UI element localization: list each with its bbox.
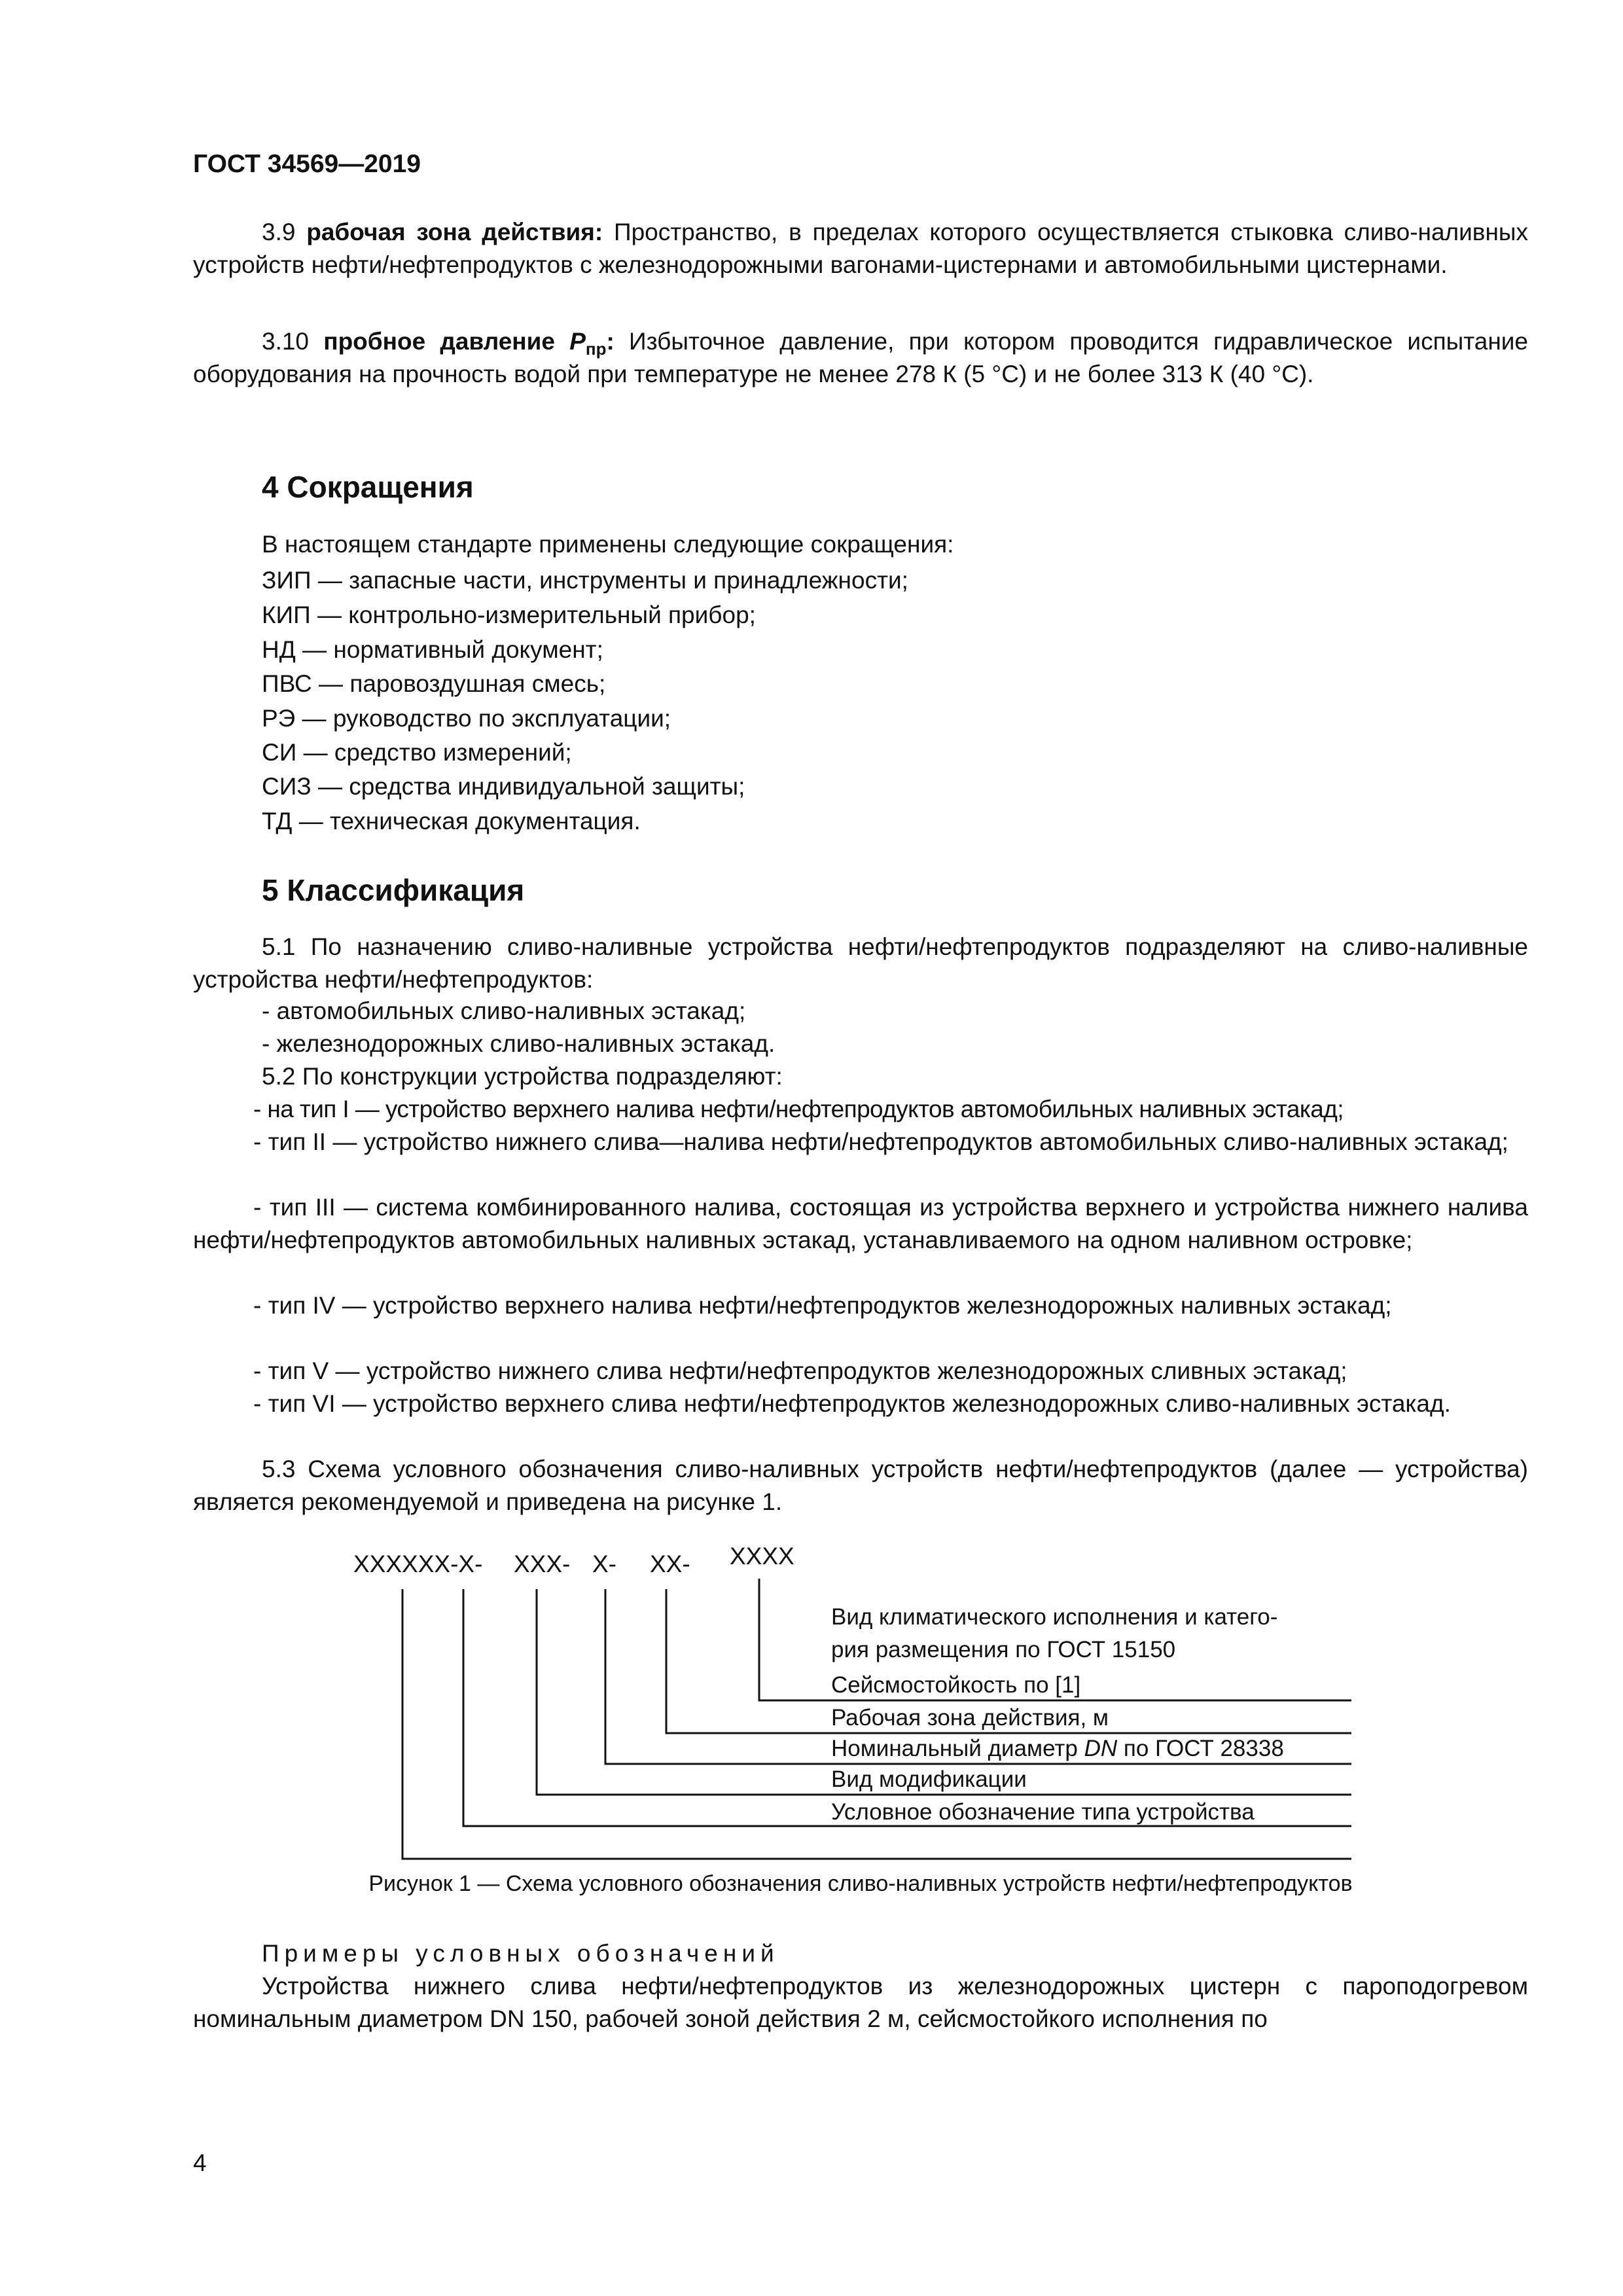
definition: Пространство, в пределах которого осуществляется стыковка сливо-наливных устройств нефти/нефтепродуктов с железнодорожными вагонами-цистернами и автомобильными цистернами. bbox=[193, 219, 1528, 278]
code-seismic: XX- bbox=[650, 1551, 690, 1577]
abbreviation-item: НД — нормативный документ; bbox=[262, 636, 603, 663]
abbreviation-item: РЭ — руководство по эксплуатации; bbox=[262, 705, 671, 732]
type-item: - на тип I — устройство верхнего налива нефти/нефтепродуктов автомобильных наливных эстакад; bbox=[253, 1096, 1344, 1122]
label-mod: Вид модификации bbox=[831, 1767, 1027, 1792]
clause-number: 3.9 bbox=[262, 219, 307, 245]
label-seismic: Сейсмостойкость по [1] bbox=[831, 1672, 1081, 1698]
examples-text: Устройства нижнего слива нефти/нефтепродуктов из железнодорожных цистерн с пароподогревом номинальным диаметром DN 150, рабочей зоной действия 2 м, сейсмостойкого исполнения по bbox=[193, 1973, 1528, 2032]
code-zone: X- bbox=[592, 1551, 616, 1577]
symbol: P bbox=[569, 328, 586, 355]
label-dn: Номинальный диаметр DN по ГОСТ 28338 bbox=[831, 1736, 1284, 1761]
clause-5-3: 5.3 Схема условного обозначения сливо-наливных устройств нефти/нефтепродуктов (далее — устройства) является рекомендуемой и приведена на рисунке 1. bbox=[193, 1456, 1528, 1515]
section-4-intro: В настоящем стандарте применены следующие сокращения: bbox=[262, 531, 954, 558]
abbreviation-item: ЗИП — запасные части, инструменты и принадлежности; bbox=[262, 567, 908, 594]
term-colon: : bbox=[606, 328, 615, 355]
type-item: - тип III — система комбинированного налива, состоящая из устройства верхнего и устройства нижнего налива нефти/нефтепродуктов автомобильных наливных эстакад, устанавливаемого на одном наливном островке; bbox=[193, 1194, 1528, 1253]
clause-5-2: 5.2 По конструкции устройства подразделяют: bbox=[262, 1063, 783, 1090]
designation-scheme bbox=[0, 1532, 1623, 1898]
examples-heading: Примеры условных обозначений bbox=[262, 1940, 779, 1967]
list-item: - железнодорожных сливо-наливных эстакад. bbox=[262, 1030, 776, 1057]
code-climate: XXXX bbox=[730, 1543, 794, 1570]
clause-5-1: 5.1 По назначению сливо-наливные устройства нефти/нефтепродуктов подразделяют на сливо-наливные устройства нефти/нефтепродуктов: bbox=[193, 933, 1528, 993]
abbreviation-item: ТД — техническая документация. bbox=[262, 808, 641, 834]
abbreviation-item: ПВС — паровоздушная смесь; bbox=[262, 670, 606, 697]
type-item: - тип V — устройство нижнего слива нефти/нефтепродуктов железнодорожных сливных эстакад; bbox=[253, 1357, 1347, 1384]
term: рабочая зона действия: bbox=[306, 219, 603, 245]
clause-3-9 bbox=[193, 216, 1528, 281]
type-item: - тип II — устройство нижнего слива—налива нефти/нефтепродуктов автомобильных сливо-наливных эстакад; bbox=[253, 1128, 1508, 1155]
code-type: XXXXXX-X- bbox=[353, 1551, 483, 1577]
page-number: 4 bbox=[193, 2149, 207, 2176]
section-5-title: 5 Классификация bbox=[262, 873, 525, 907]
code-dn: XXX- bbox=[514, 1551, 571, 1577]
label-climate-line1: Вид климатического исполнения и катего- bbox=[831, 1604, 1278, 1630]
type-item: - тип VI — устройство верхнего слива нефти/нефтепродуктов железнодорожных сливо-наливных эстакад. bbox=[253, 1390, 1451, 1417]
section-4-title: 4 Сокращения bbox=[262, 470, 474, 504]
abbreviation-item: СИЗ — средства индивидуальной защиты; bbox=[262, 773, 745, 800]
label-zone: Рабочая зона действия, м bbox=[831, 1705, 1109, 1731]
label-type: Условное обозначение типа устройства bbox=[831, 1799, 1255, 1825]
figure-caption: Рисунок 1 — Схема условного обозначения сливо-наливных устройств нефти/нефтепродуктов bbox=[368, 1871, 1353, 1896]
abbreviation-item: КИП — контрольно-измерительный прибор; bbox=[262, 601, 756, 628]
term: пробное давление bbox=[323, 328, 570, 355]
definition: Избыточное давление, при котором проводится гидравлическое испытание оборудования на прочность водой при температуре не менее 278 К (5 °С) и не более 313 К (40 °С). bbox=[193, 328, 1529, 387]
abbreviation-item: СИ — средство измерений; bbox=[262, 739, 572, 766]
document-header: ГОСТ 34569—2019 bbox=[193, 150, 421, 178]
list-item: - автомобильных сливо-наливных эстакад; bbox=[262, 997, 746, 1024]
type-item: - тип IV — устройство верхнего налива нефти/нефтепродуктов железнодорожных наливных эстакад; bbox=[253, 1292, 1392, 1319]
clause-3-10 bbox=[193, 325, 1528, 391]
symbol-subscript: пр bbox=[585, 339, 607, 359]
clause-number: 3.10 bbox=[262, 328, 324, 355]
label-climate-line2: рия размещения по ГОСТ 15150 bbox=[831, 1637, 1176, 1662]
